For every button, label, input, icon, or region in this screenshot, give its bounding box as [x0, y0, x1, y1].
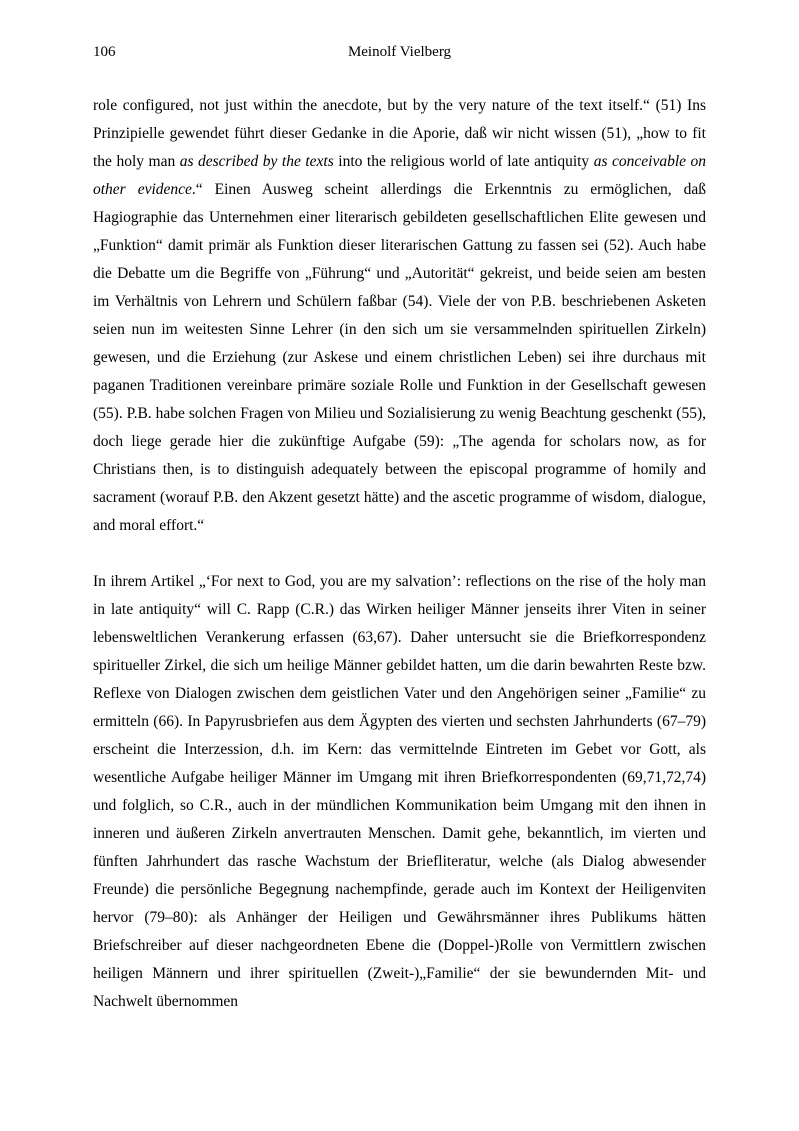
running-head: Meinolf Vielberg — [347, 44, 452, 60]
paragraph-2 — [93, 568, 706, 1016]
text-segment: role configured, not just within the anecdote, but by the very nature of the text itself.“ (51) Ins Prinzipielle gewendet führt dieser Gedanke in die Aporie, daß wir nicht wissen (51), „how to fit the holy man — [93, 97, 706, 170]
text-segment: into the religious world of late antiquity — [333, 153, 594, 170]
page-number: 106 — [93, 44, 116, 60]
text-segment: .“ Einen Ausweg scheint allerdings die Erkenntnis zu ermöglichen, daß Hagiographie das Unternehmen einer literarisch gebildeten gesellschaftlichen Elite gewesen und „Funktion“ damit primär als Funktion dieser literarischen Gattung zu fassen sei (52). Auch habe die Debatte um die Begriffe von „Führung“ und „Autorität“ gekreist, und beide seien am besten im Verhältnis von Lehrern und Schülern faßbar (54). Viele der von P.B. beschriebenen Asketen seien nun im weitesten Sinne Lehrer (in den sich um sie versammelnden spirituellen Zirkeln) gewesen, und die Erziehung (zur Askese und einem christlichen Leben) sei ihre durchaus mit paganen Traditionen vereinbare primäre soziale Rolle und Funktion in der Gesellschaft gewesen (55). P.B. habe solchen Fragen von Milieu und Sozialisierung zu wenig Beachtung geschenkt (55), doch liege gerade hier die zukünftige Aufgabe (59): „The agenda for scholars now, as for Christians then, is to distinguish adequately between the episcopal programme of homily and sacrament (worauf P.B. den Akzent gesetzt hätte) and the ascetic programme of wisdom, dialogue, and moral effort.“ — [93, 181, 706, 534]
paragraph-1 — [93, 92, 706, 540]
italic-phrase: as described by the texts — [179, 153, 334, 170]
page-header — [93, 44, 706, 64]
page-body — [93, 92, 706, 1016]
text-segment: In ihrem Artikel „‘For next to God, you are my salvation’: reflections on the rise of the holy man in late antiquity“ will C. Rapp (C.R.) das Wirken heiliger Männer jenseits ihrer Viten in seiner lebensweltlichen Verankerung erfassen (63,67). Daher untersucht sie die Briefkorrespondenz spiritueller Zirkel, die sich um heilige Männer gebildet hatten, um die darin bewahrten Reste bzw. Reflexe von Dialogen zwischen dem geistlichen Vater und den Angehörigen seiner „Familie“ zu ermitteln (66). In Papyrusbriefen aus dem Ägypten des vierten und sechsten Jahrhunderts (67–79) erscheint die Interzession, d.h. im Kern: das vermittelnde Eintreten im Gebet vor Gott, als wesentliche Aufgabe heiliger Männer im Umgang mit ihren Briefkorrespondenten (69,71,72,74) und folglich, so C.R., auch in der mündlichen Kommunikation beim Umgang mit den ihnen in inneren und äußeren Zirkeln anvertrauten Menschen. Damit gehe, bekanntlich, im vierten und fünften Jahrhundert das rasche Wachstum der Briefliteratur, welche (als Dialog abwesender Freunde) die persönliche Begegnung nachempfinde, gerade auch im Kontext der Heiligenviten hervor (79–80): als Anhänger der Heiligen und Gewährsmänner ihres Publikums hätten Briefschreiber auf dieser nachgeordneten Ebene die (Doppel-)Rolle von Vermittlern zwischen heiligen Männern und ihrer spirituellen (Zweit-)„Familie“ der sie bewundernden Mit- und Nachwelt übernommen — [93, 573, 706, 1010]
italic-phrase: as conceivable on other evidence — [93, 153, 707, 198]
